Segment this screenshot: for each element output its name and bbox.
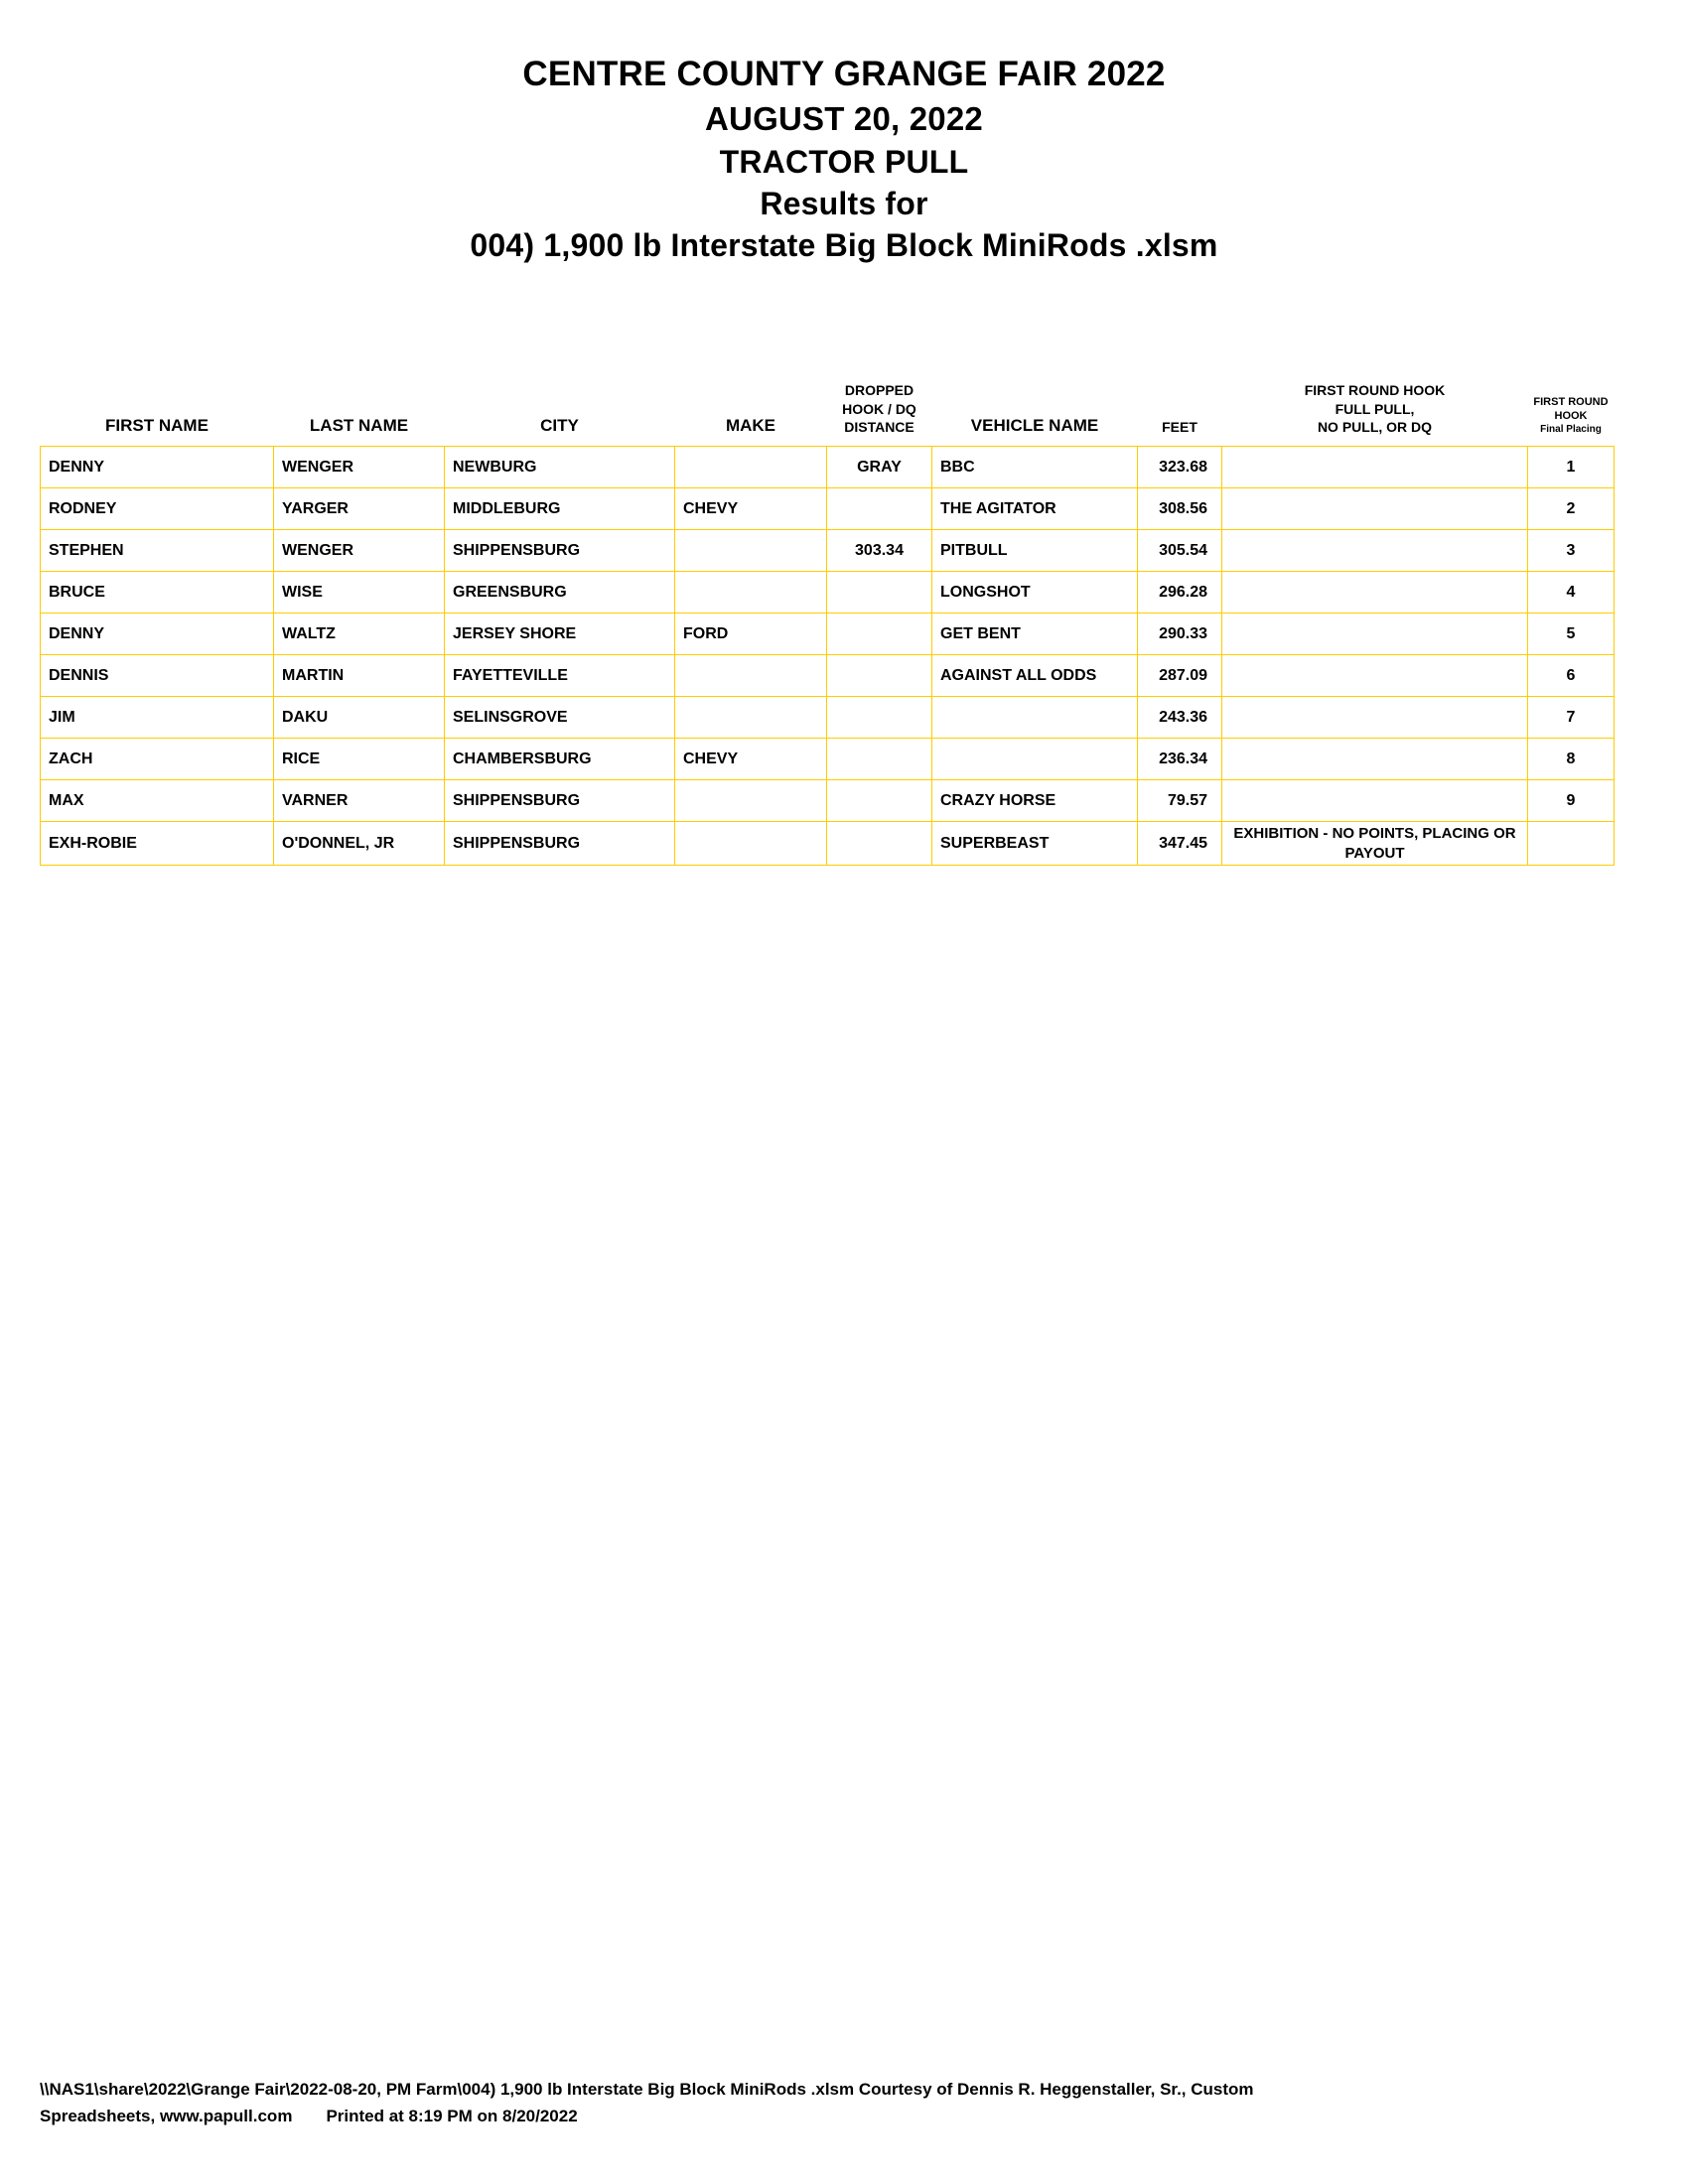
results-table-wrapper <box>0 377 1688 866</box>
results-table-header <box>41 377 1615 446</box>
cell-last-name: WENGER <box>274 447 445 488</box>
cell-city: GREENSBURG <box>445 572 675 614</box>
cell-last-name: WENGER <box>274 530 445 572</box>
column-header-final-placing <box>1528 377 1615 446</box>
cell-final-placing: 5 <box>1528 614 1615 655</box>
dropped-header-line-2: HOOK / DQ <box>842 400 916 417</box>
cell-dropped-distance <box>827 780 932 822</box>
cell-final-placing: 1 <box>1528 447 1615 488</box>
table-row <box>41 655 1615 697</box>
document-footer <box>40 2077 1648 2129</box>
footer-line-2 <box>40 2104 1648 2129</box>
cell-make <box>675 572 827 614</box>
cell-first-name: ZACH <box>41 739 274 780</box>
cell-vehicle-name <box>932 697 1138 739</box>
cell-vehicle-name: BBC <box>932 447 1138 488</box>
cell-first-name: JIM <box>41 697 274 739</box>
page-title-line-4: Results for <box>760 185 928 221</box>
cell-city: SHIPPENSBURG <box>445 780 675 822</box>
table-row <box>41 822 1615 866</box>
cell-feet: 323.68 <box>1138 447 1222 488</box>
cell-first-round-hook: EXHIBITION - NO POINTS, PLACING OR PAYOUT <box>1222 822 1528 866</box>
column-header-dropped-distance <box>827 377 932 446</box>
cell-first-name: RODNEY <box>41 488 274 530</box>
footer-line-1: \\NAS1\share\2022\Grange Fair\2022-08-20, PM Farm\004) 1,900 lb Interstate Big Block MiniRods .xlsm Courtesy of Dennis R. Heggenstaller, Sr., Custom <box>40 2080 1254 2100</box>
cell-city: JERSEY SHORE <box>445 614 675 655</box>
placing-header-line-2: HOOK <box>1554 409 1588 422</box>
cell-feet: 308.56 <box>1138 488 1222 530</box>
column-header-feet: FEET <box>1162 418 1197 435</box>
cell-vehicle-name: THE AGITATOR <box>932 488 1138 530</box>
cell-feet: 305.54 <box>1138 530 1222 572</box>
cell-vehicle-name: CRAZY HORSE <box>932 780 1138 822</box>
cell-first-name: DENNY <box>41 614 274 655</box>
cell-make <box>675 530 827 572</box>
cell-first-round-hook <box>1222 697 1528 739</box>
cell-final-placing: 9 <box>1528 780 1615 822</box>
cell-dropped-distance <box>827 614 932 655</box>
cell-last-name: MARTIN <box>274 655 445 697</box>
cell-dropped-distance <box>827 697 932 739</box>
cell-dropped-distance: 303.34 <box>827 530 932 572</box>
table-row <box>41 530 1615 572</box>
footer-printed-timestamp: Printed at 8:19 PM on 8/20/2022 <box>326 2106 578 2125</box>
cell-first-round-hook <box>1222 447 1528 488</box>
cell-make: CHEVY <box>675 488 827 530</box>
cell-dropped-distance <box>827 655 932 697</box>
cell-city: SELINSGROVE <box>445 697 675 739</box>
table-row <box>41 572 1615 614</box>
cell-city: SHIPPENSBURG <box>445 530 675 572</box>
table-row <box>41 614 1615 655</box>
page-title-line-2: AUGUST 20, 2022 <box>705 100 983 138</box>
dropped-header-line-3: DISTANCE <box>844 418 914 435</box>
cell-make: FORD <box>675 614 827 655</box>
cell-final-placing: 6 <box>1528 655 1615 697</box>
cell-make <box>675 780 827 822</box>
cell-city: SHIPPENSBURG <box>445 822 675 866</box>
cell-city: NEWBURG <box>445 447 675 488</box>
table-row <box>41 447 1615 488</box>
cell-first-round-hook <box>1222 572 1528 614</box>
cell-vehicle-name: GET BENT <box>932 614 1138 655</box>
cell-dropped-distance <box>827 739 932 780</box>
page-title-line-3: TRACTOR PULL <box>719 143 969 180</box>
cell-dropped-distance: GRAY <box>827 447 932 488</box>
table-row <box>41 488 1615 530</box>
cell-last-name: VARNER <box>274 780 445 822</box>
cell-city: FAYETTEVILLE <box>445 655 675 697</box>
cell-city: MIDDLEBURG <box>445 488 675 530</box>
cell-feet: 79.57 <box>1138 780 1222 822</box>
column-header-first-round-hook <box>1222 377 1528 446</box>
placing-header-line-1: FIRST ROUND <box>1533 396 1609 408</box>
header-row <box>41 377 1615 446</box>
page-title-line-1: CENTRE COUNTY GRANGE FAIR 2022 <box>522 55 1166 93</box>
hook-header-line-3: NO PULL, OR DQ <box>1317 418 1433 435</box>
cell-make: CHEVY <box>675 739 827 780</box>
cell-first-name: DENNIS <box>41 655 274 697</box>
cell-feet: 296.28 <box>1138 572 1222 614</box>
cell-dropped-distance <box>827 572 932 614</box>
cell-final-placing: 3 <box>1528 530 1615 572</box>
column-header-first-name: FIRST NAME <box>105 415 209 435</box>
cell-make <box>675 447 827 488</box>
cell-feet: 236.34 <box>1138 739 1222 780</box>
cell-feet: 243.36 <box>1138 697 1222 739</box>
cell-final-placing: 8 <box>1528 739 1615 780</box>
page-title-line-5: 004) 1,900 lb Interstate Big Block MiniRods .xlsm <box>470 227 1218 264</box>
table-row <box>41 739 1615 780</box>
cell-first-round-hook <box>1222 614 1528 655</box>
column-header-make: MAKE <box>725 415 776 435</box>
results-table <box>40 377 1615 866</box>
hook-header-line-2: FULL PULL, <box>1335 400 1415 417</box>
cell-feet: 287.09 <box>1138 655 1222 697</box>
cell-first-name: STEPHEN <box>41 530 274 572</box>
column-header-last-name: LAST NAME <box>309 415 409 435</box>
column-header-vehicle-name: VEHICLE NAME <box>970 415 1099 435</box>
cell-make <box>675 822 827 866</box>
cell-first-round-hook <box>1222 488 1528 530</box>
cell-final-placing <box>1528 822 1615 866</box>
cell-make <box>675 655 827 697</box>
placing-header-line-3: Final Placing <box>1540 423 1602 435</box>
cell-first-round-hook <box>1222 655 1528 697</box>
cell-dropped-distance <box>827 488 932 530</box>
cell-vehicle-name: LONGSHOT <box>932 572 1138 614</box>
cell-first-name: BRUCE <box>41 572 274 614</box>
cell-final-placing: 4 <box>1528 572 1615 614</box>
cell-last-name: WISE <box>274 572 445 614</box>
results-table-body <box>41 447 1615 866</box>
cell-make <box>675 697 827 739</box>
cell-first-round-hook <box>1222 530 1528 572</box>
cell-final-placing: 7 <box>1528 697 1615 739</box>
cell-last-name: RICE <box>274 739 445 780</box>
cell-first-name: DENNY <box>41 447 274 488</box>
hook-header-line-1: FIRST ROUND HOOK <box>1304 382 1446 399</box>
cell-vehicle-name <box>932 739 1138 780</box>
cell-vehicle-name: PITBULL <box>932 530 1138 572</box>
footer-website: Spreadsheets, www.papull.com <box>40 2106 293 2125</box>
column-header-city: CITY <box>540 415 579 435</box>
table-row <box>41 697 1615 739</box>
cell-last-name: O'DONNEL, JR <box>274 822 445 866</box>
cell-city: CHAMBERSBURG <box>445 739 675 780</box>
cell-last-name: WALTZ <box>274 614 445 655</box>
dropped-header-line-1: DROPPED <box>844 382 914 399</box>
cell-vehicle-name: SUPERBEAST <box>932 822 1138 866</box>
table-row <box>41 780 1615 822</box>
cell-vehicle-name: AGAINST ALL ODDS <box>932 655 1138 697</box>
cell-first-name: MAX <box>41 780 274 822</box>
cell-first-round-hook <box>1222 780 1528 822</box>
document-title-block <box>0 0 1688 266</box>
cell-final-placing: 2 <box>1528 488 1615 530</box>
cell-feet: 290.33 <box>1138 614 1222 655</box>
cell-last-name: DAKU <box>274 697 445 739</box>
cell-dropped-distance <box>827 822 932 866</box>
cell-last-name: YARGER <box>274 488 445 530</box>
cell-first-round-hook <box>1222 739 1528 780</box>
cell-feet: 347.45 <box>1138 822 1222 866</box>
cell-first-name: EXH-ROBIE <box>41 822 274 866</box>
